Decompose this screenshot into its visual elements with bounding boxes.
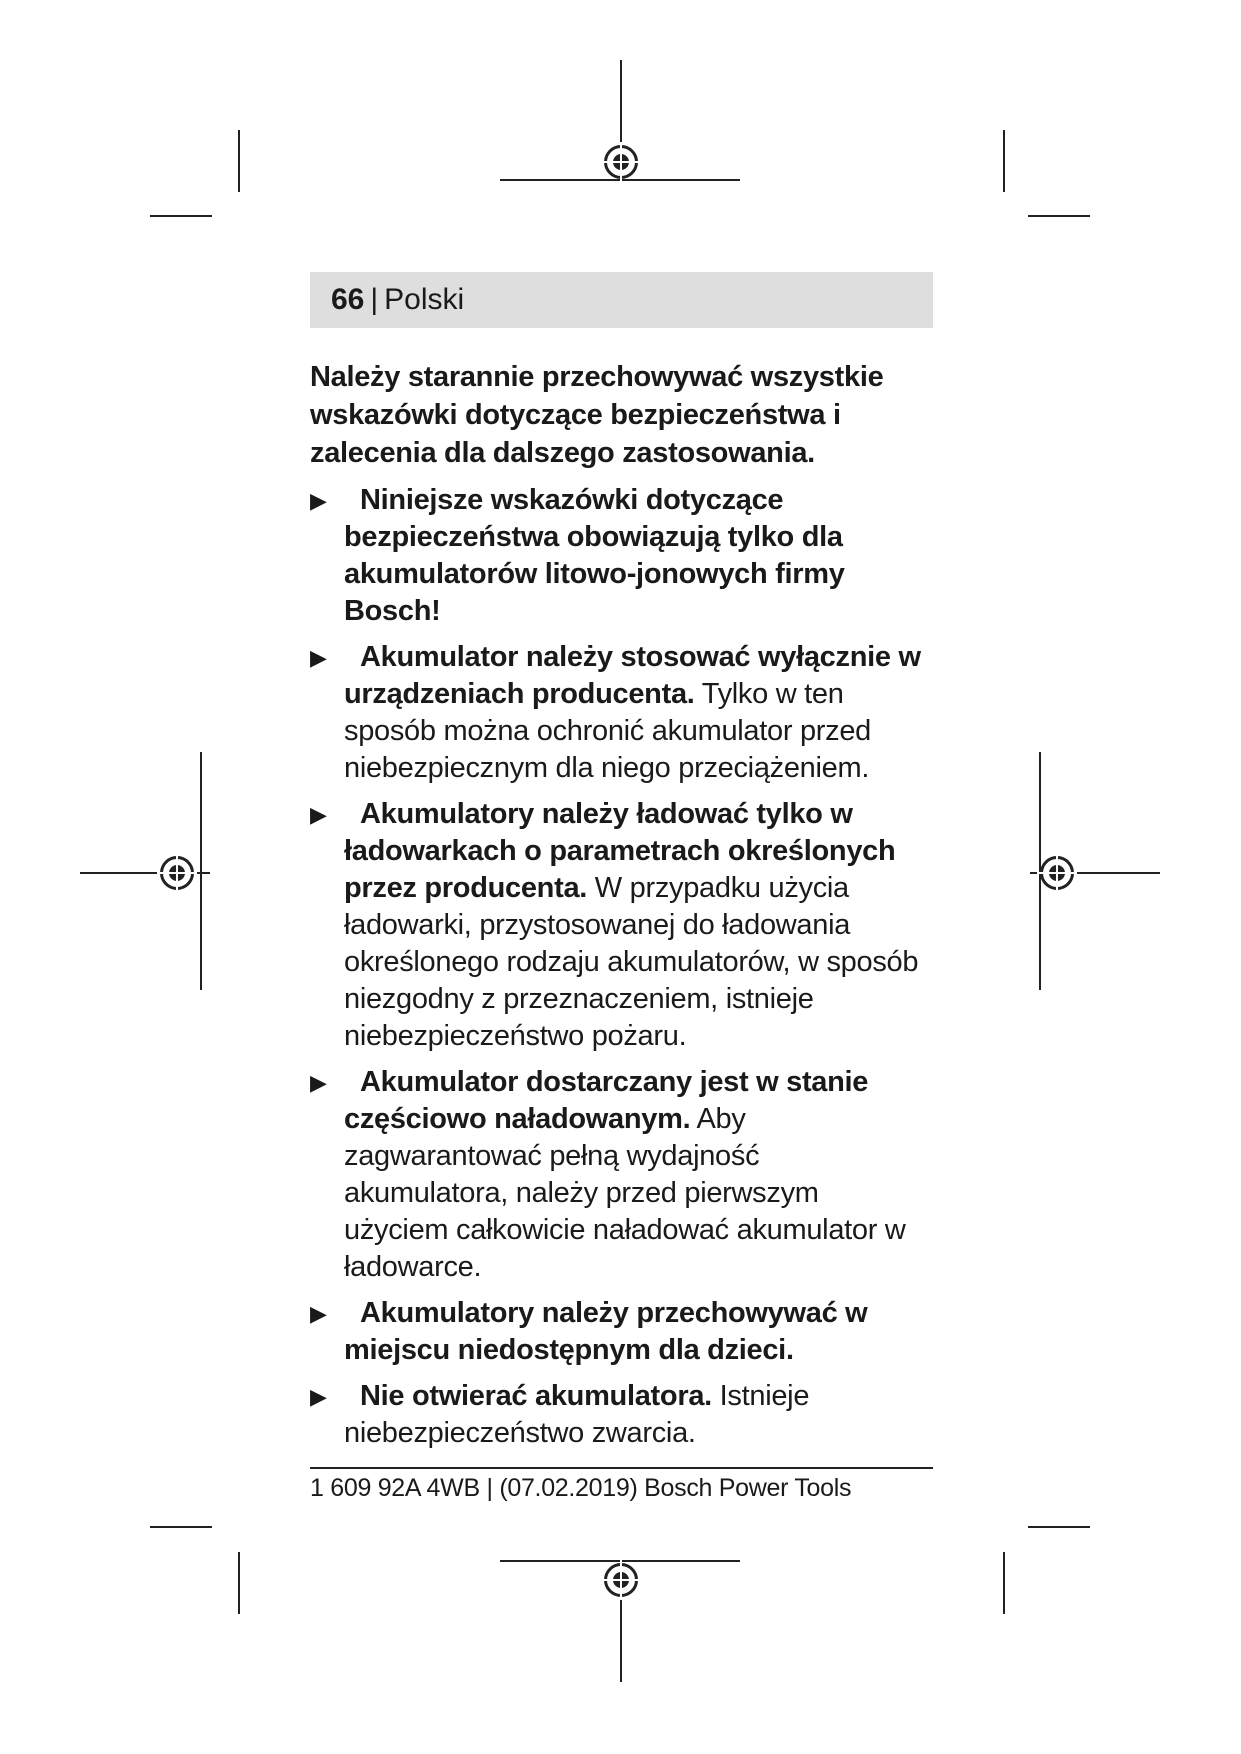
crop-line [238, 130, 240, 192]
item-text: Aby zagwarantować pełną wydajność akumulatora, należy przed pierwszym użyciem całkowicie naładować akumulator w ładowarce. [344, 1103, 906, 1283]
list-item [310, 482, 930, 630]
page-number: 66 [331, 283, 365, 316]
crop-line [200, 752, 202, 990]
item-bold-text: Akumulator należy stosować wyłącznie w urządzeniach producenta. [344, 641, 921, 710]
list-item [310, 1295, 930, 1369]
item-text: Tylko w ten sposób można ochronić akumulator przed niebezpiecznym dla niego przeciążeniem. [344, 678, 871, 784]
intro-paragraph: Należy starannie przechowywać wszystkie wskazówki dotyczące bezpieczeństwa i zalecenia dla dalszego zastosowania. [310, 361, 884, 469]
item-bold-text: Niniejsze wskazówki dotyczące bezpieczeństwa obowiązują tylko dla akumulatorów litowo-jonowych firmy Bosch! [344, 484, 845, 627]
bullet-arrow-icon: ▶ [310, 488, 327, 513]
crop-line [150, 1526, 212, 1528]
registration-target-icon [604, 1563, 638, 1597]
header-separator: | [370, 283, 379, 316]
item-text: Istnieje niebezpieczeństwo zwarcia. [344, 1380, 810, 1449]
list-item [310, 639, 930, 787]
item-bold-text: Akumulatory należy przechowywać w miejscu niedostępnym dla dzieci. [344, 1297, 868, 1366]
item-bold-text: Akumulatory należy ładować tylko w ładowarkach o parametrach określonych przez producenta. [344, 798, 896, 904]
crop-line [1003, 1552, 1005, 1614]
crop-line [1028, 1526, 1090, 1528]
crop-line [1003, 130, 1005, 192]
list-item [310, 796, 930, 1055]
footer-divider [310, 1467, 933, 1469]
bullet-arrow-icon: ▶ [310, 1301, 327, 1326]
bullet-arrow-icon: ▶ [310, 1384, 327, 1409]
registration-target-icon [1040, 856, 1074, 890]
page-footer: 1 609 92A 4WB | (07.02.2019) Bosch Power Tools [310, 1474, 852, 1502]
list-item [310, 1378, 930, 1452]
crop-line [1028, 215, 1090, 217]
crop-line [150, 215, 212, 217]
section-language: Polski [384, 283, 465, 316]
page-header [310, 272, 933, 328]
page-content [310, 358, 930, 1461]
registration-target-icon [604, 145, 638, 179]
item-bold-text: Nie otwierać akumulatora. [360, 1380, 712, 1412]
registration-target-icon [160, 856, 194, 890]
bullet-arrow-icon: ▶ [310, 802, 327, 827]
list-item [310, 1064, 930, 1286]
item-bold-text: Akumulator dostarczany jest w stanie częściowo naładowanym. [344, 1066, 869, 1135]
bullet-arrow-icon: ▶ [310, 1070, 327, 1095]
crop-line [238, 1552, 240, 1614]
item-text: W przypadku użycia ładowarki, przystosowanej do ładowania określonego rodzaju akumulatorów, w sposób niezgodny z przeznaczeniem, istnieje niebezpieczeństwo pożaru. [344, 872, 919, 1052]
bullet-arrow-icon: ▶ [310, 645, 327, 670]
